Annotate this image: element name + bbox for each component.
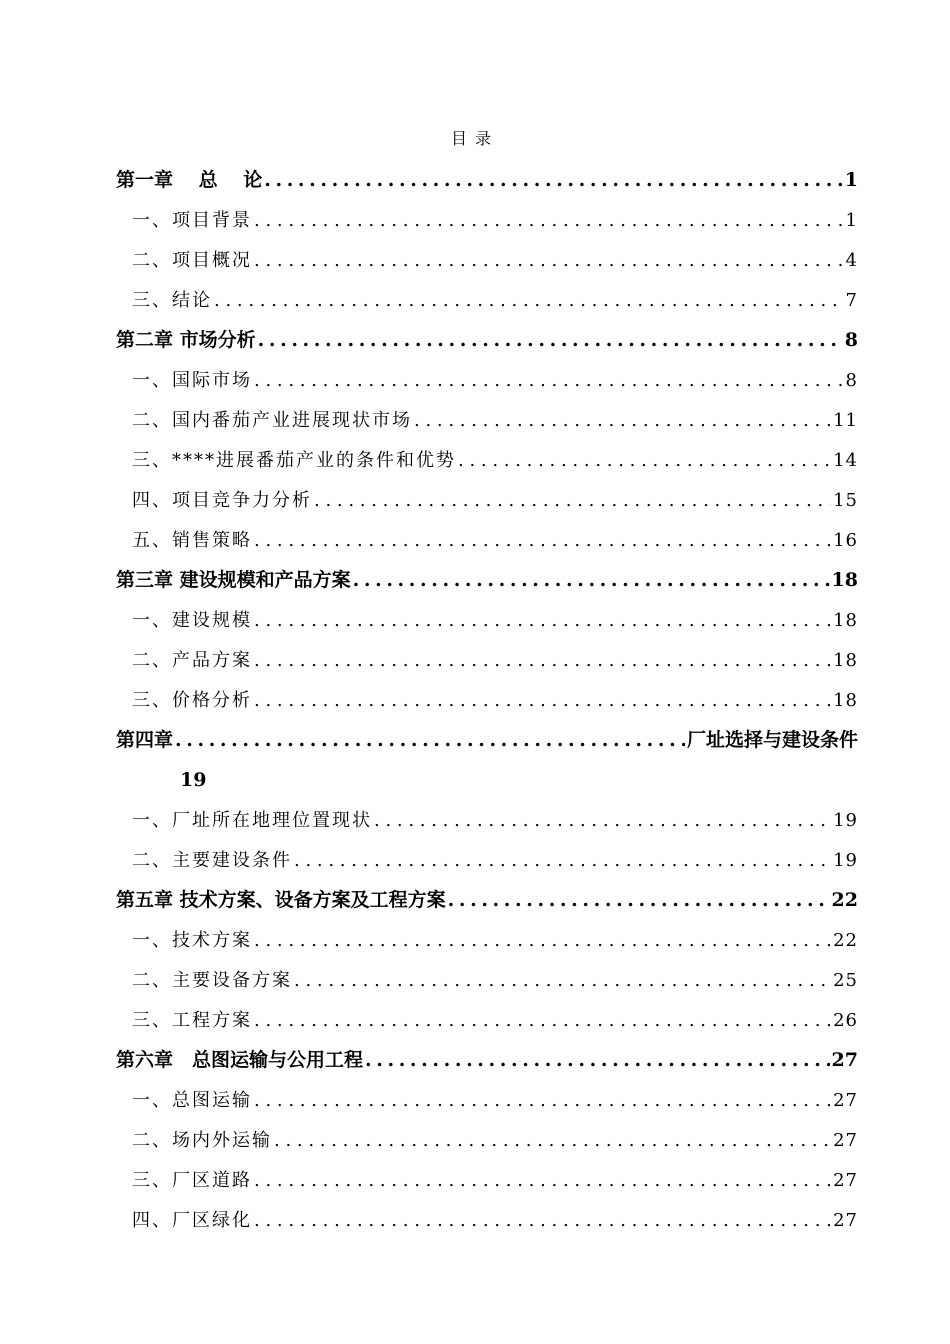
toc-entry-label: 二、项目概况 <box>132 250 252 271</box>
toc-entry-page-number: 厂址选择与建设条件 <box>686 729 858 751</box>
toc-entry-label: 二、国内番茄产业进展现状市场 <box>132 410 412 431</box>
toc-entry-page-number: 26 <box>833 1010 858 1031</box>
dot-leader <box>254 1092 831 1110</box>
dot-leader <box>254 1212 831 1230</box>
toc-section-entry[interactable] <box>116 1110 858 1150</box>
dot-leader <box>254 612 831 630</box>
dot-leader <box>254 932 831 950</box>
toc-entry-label: 五、销售策略 <box>132 530 252 551</box>
toc-entry-label: 二、主要建设条件 <box>132 850 292 871</box>
toc-entry-page-number: 27 <box>833 1090 858 1111</box>
toc-entry-page-number: 25 <box>833 970 858 991</box>
toc-entry-page-number: 4 <box>845 250 858 271</box>
dot-leader <box>353 571 830 590</box>
toc-entry-label: 第四章 <box>116 729 174 751</box>
toc-entry-page-number: 14 <box>833 450 858 471</box>
toc-entry-page-number: 18 <box>833 610 858 631</box>
dot-leader <box>254 692 831 710</box>
toc-chapter-entry[interactable] <box>116 310 858 350</box>
toc-chapter-entry[interactable] <box>116 1030 858 1070</box>
toc-chapter-entry[interactable] <box>116 710 858 750</box>
toc-entry-label: 一、项目背景 <box>132 210 252 231</box>
dot-leader <box>258 331 843 350</box>
toc-entry-page-number: 8 <box>844 329 858 351</box>
toc-entry-page-number: 19 <box>833 810 858 831</box>
dot-leader <box>254 252 844 270</box>
toc-entry-label: 三、结论 <box>132 290 212 311</box>
toc-entry-page-number: 18 <box>833 650 858 671</box>
toc-section-entry[interactable] <box>116 910 858 950</box>
toc-entry-page-number: 16 <box>833 530 858 551</box>
toc-entry-label: 第二章 市场分析 <box>116 329 256 351</box>
toc-entry-label: 四、项目竞争力分析 <box>132 490 312 511</box>
dot-leader <box>365 1051 830 1070</box>
toc-section-entry[interactable] <box>116 670 858 710</box>
toc-entry-label: 一、技术方案 <box>132 930 252 951</box>
toc-entry-page-number: 22 <box>831 889 858 911</box>
toc-entry-label: 三、价格分析 <box>132 690 252 711</box>
toc-entry-page-number: 19 <box>833 850 858 871</box>
dot-leader <box>254 372 844 390</box>
toc-section-entry[interactable] <box>116 950 858 990</box>
dot-leader <box>175 731 685 750</box>
toc-section-entry[interactable] <box>116 990 858 1030</box>
toc-entry-page-number: 8 <box>845 370 858 391</box>
table-of-contents <box>116 150 858 1230</box>
dot-leader <box>254 652 831 670</box>
dot-leader <box>254 1172 831 1190</box>
toc-entry-page-number: 7 <box>845 290 858 311</box>
toc-section-entry[interactable] <box>116 470 858 510</box>
toc-entry-label: 第三章 建设规模和产品方案 <box>116 569 351 591</box>
toc-entry-label: 四、厂区绿化 <box>132 1210 252 1231</box>
toc-chapter-entry[interactable] <box>116 870 858 910</box>
toc-entry-page-number: 27 <box>831 1049 858 1071</box>
toc-entry-label: 三、****进展番茄产业的条件和优势 <box>132 450 456 471</box>
toc-entry-page-number: 15 <box>833 490 858 511</box>
toc-section-entry[interactable] <box>116 630 858 670</box>
toc-section-entry[interactable] <box>116 590 858 630</box>
toc-section-entry[interactable] <box>116 510 858 550</box>
dot-leader <box>214 292 844 310</box>
toc-entry-label: 一、总图运输 <box>132 1090 252 1111</box>
dot-leader <box>448 891 830 910</box>
dot-leader <box>414 412 831 430</box>
toc-section-entry[interactable] <box>116 790 858 830</box>
toc-section-entry[interactable] <box>116 830 858 870</box>
dot-leader <box>294 972 831 990</box>
dot-leader <box>264 171 843 190</box>
dot-leader <box>294 852 831 870</box>
toc-section-entry[interactable] <box>116 230 858 270</box>
toc-entry-page-number: 27 <box>833 1170 858 1191</box>
toc-entry-page-number: 22 <box>833 930 858 951</box>
toc-chapter-entry[interactable] <box>116 550 858 590</box>
toc-entry-label: 二、主要设备方案 <box>132 970 292 991</box>
toc-entry-label: 三、厂区道路 <box>132 1170 252 1191</box>
toc-entry-label: 三、工程方案 <box>132 1010 252 1031</box>
toc-entry-page-number: 18 <box>831 569 858 591</box>
toc-section-entry[interactable] <box>116 390 858 430</box>
toc-section-entry[interactable] <box>116 270 858 310</box>
toc-entry-label: 一、国际市场 <box>132 370 252 391</box>
toc-section-entry[interactable] <box>116 430 858 470</box>
dot-leader <box>458 452 831 470</box>
dot-leader <box>314 492 831 510</box>
toc-section-entry[interactable] <box>116 190 858 230</box>
toc-entry-label: 第五章 技术方案、设备方案及工程方案 <box>116 889 446 911</box>
toc-entry-page-number: 1 <box>845 210 858 231</box>
toc-entry-label: 一、厂址所在地理位置现状 <box>132 810 372 831</box>
toc-entry-label: 第一章 总 论 <box>116 169 263 191</box>
dot-leader <box>254 212 844 230</box>
toc-section-entry[interactable] <box>116 1150 858 1190</box>
toc-entry-continuation[interactable] <box>116 750 858 790</box>
toc-chapter-entry[interactable] <box>116 150 858 190</box>
toc-section-entry[interactable] <box>116 1190 858 1230</box>
dot-leader <box>274 1132 831 1150</box>
toc-entry-label: 第六章 总图运输与公用工程 <box>116 1049 364 1071</box>
toc-section-entry[interactable] <box>116 350 858 390</box>
toc-entry-label: 一、建设规模 <box>132 610 252 631</box>
toc-entry-page-number: 11 <box>833 410 858 431</box>
toc-entry-page-number: 27 <box>833 1130 858 1151</box>
toc-entry-label: 19 <box>180 769 207 791</box>
dot-leader <box>374 812 831 830</box>
toc-entry-page-number: 27 <box>833 1210 858 1231</box>
toc-entry-label: 二、产品方案 <box>132 650 252 671</box>
dot-leader <box>254 532 831 550</box>
toc-entry-page-number: 1 <box>844 169 858 191</box>
toc-title: 目录 <box>450 129 499 148</box>
toc-section-entry[interactable] <box>116 1070 858 1110</box>
toc-entry-label: 二、场内外运输 <box>132 1130 272 1151</box>
toc-entry-page-number: 18 <box>833 690 858 711</box>
dot-leader <box>254 1012 831 1030</box>
